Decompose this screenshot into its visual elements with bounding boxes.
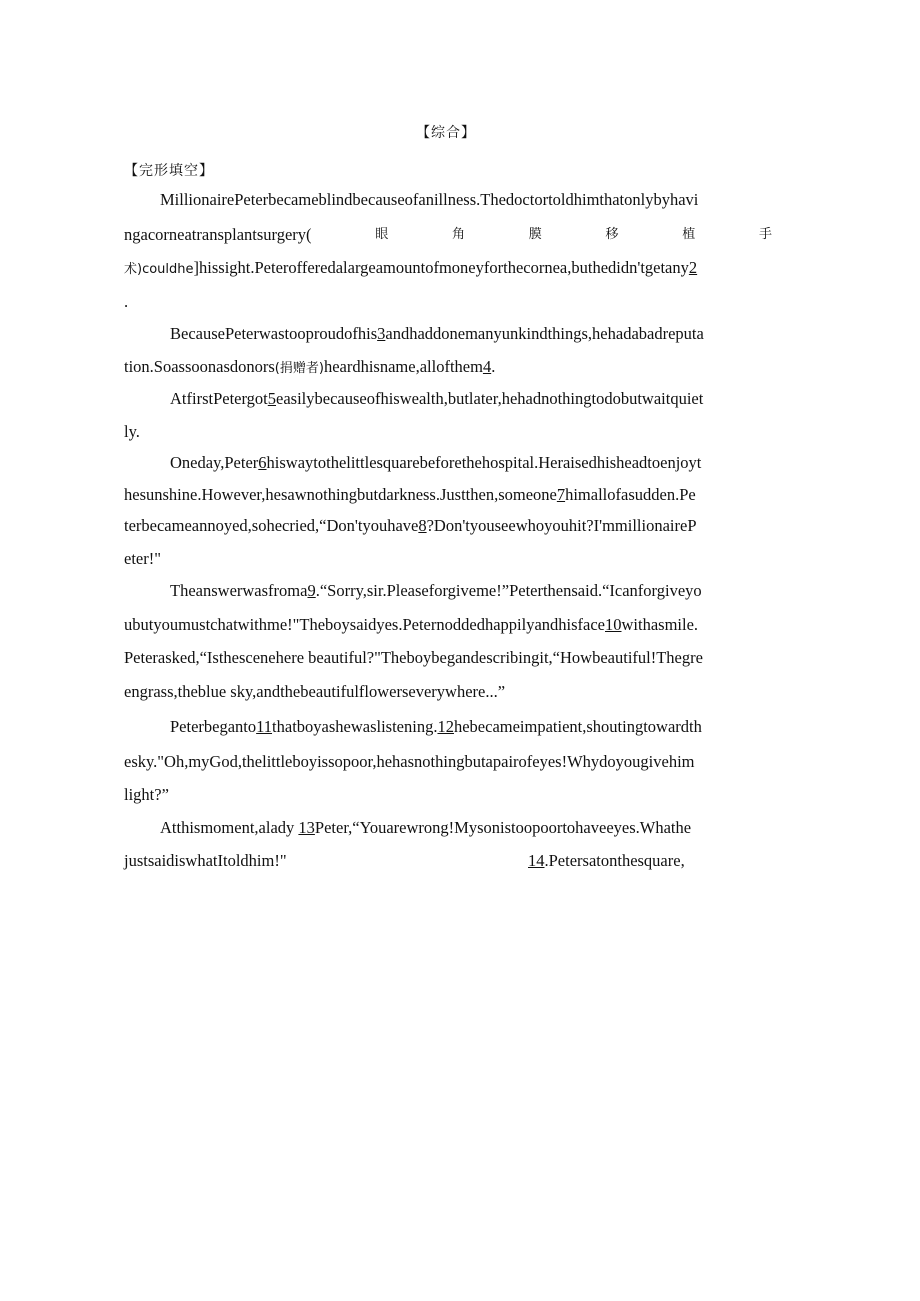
passage-text: Peterasked,“Isthescenehere beautiful?"Theboybegandescribingit,“Howbeautiful!Thegre (124, 648, 703, 667)
blank-11: 11 (256, 717, 273, 736)
passage-text: 角 (452, 227, 466, 242)
passage-text: BecausePeterwastooproudofhis (170, 324, 378, 343)
passage-line (124, 752, 772, 772)
passage-text: heardhisname,allofthem (323, 357, 483, 376)
passage-text: tion.Soassoonasdonors (124, 357, 275, 376)
passage-line (124, 682, 772, 702)
passage-line (170, 581, 772, 601)
passage-text: hebecameimpatient,shoutingtowardth (453, 717, 702, 736)
passage-text: .Petersatonthesquare, (544, 851, 685, 870)
passage-line (170, 324, 772, 344)
blank-8: 8 (418, 516, 427, 535)
passage-text: justsaidiswhatItoldhim!" (124, 851, 287, 870)
passage-text: Peter,“Youarewrong!Mysonistoopoortohaveeyes.Whathe (314, 818, 692, 837)
passage-text: engrass,theblue sky,andthebeautifulflowerseverywhere...” (124, 682, 506, 701)
passage-line (170, 717, 772, 737)
blank-4: 4 (482, 357, 492, 376)
passage-text: himallofasudden.Pe (565, 485, 696, 504)
passage-line (124, 422, 772, 442)
blank-14: 14 (528, 851, 545, 870)
blank-13: 13 (298, 818, 315, 837)
passage-text: eter!" (124, 549, 161, 568)
blank-5: 5 (267, 389, 277, 408)
passage-text: esky."Oh,myGod,thelittleboyissopoor,hehasnothingbutapairofeyes!Whydoyougivehim (124, 752, 695, 771)
passage-text: AtfirstPetergot (170, 389, 268, 408)
passage-segment (528, 851, 685, 871)
passage-line (170, 453, 772, 473)
passage-text: MillionairePeterbecameblindbecauseofanillness.Thedoctortoldhimthatonlybyhavi (160, 190, 699, 209)
passage-text: 膜 (528, 227, 542, 242)
passage-line (124, 785, 772, 805)
passage-text: withasmile. (621, 615, 699, 634)
passage-line (124, 357, 772, 379)
passage-text: ?Don'tyouseewhoyouhit?I'mmillionaireP (426, 516, 697, 535)
passage-line (160, 818, 772, 838)
passage-line (124, 292, 772, 312)
blank-3: 3 (377, 324, 386, 343)
passage-line (124, 851, 772, 871)
passage-text: (捐赠者) (274, 361, 324, 376)
section-title: 【综合】 (416, 125, 476, 141)
passage-line (124, 516, 772, 536)
passage-text: ly. (124, 422, 140, 441)
passage-text: . (491, 357, 496, 376)
passage-text: .“Sorry,sir.Pleaseforgiveme!”Peterthensaid.“Icanforgiveyo (315, 581, 702, 600)
passage-text: Theanswerwasfroma (170, 581, 308, 600)
passage-text: thatboyashewaslistening. (272, 717, 438, 736)
passage-text: ubutyoumustchatwithme!"Theboysaidyes.Peternoddedhappilyandhisface (124, 615, 605, 634)
passage-text: hiswaytothelittlesquarebeforethehospital.Heraisedhisheadtoenjoyt (266, 453, 702, 472)
passage-text: ngacorneatransplantsurgery( (124, 225, 312, 244)
passage-text: 眼 (375, 227, 389, 242)
passage-text: Atthismoment,alady (160, 818, 295, 837)
passage-text: . (124, 292, 129, 311)
passage-text: 术)couldhe (124, 262, 194, 277)
passage-line (124, 549, 772, 569)
subsection-title: 【完形填空】 (124, 163, 214, 179)
passage-text: 植 (682, 227, 696, 242)
blank-6: 6 (258, 453, 267, 472)
passage-text: hissight.Peterofferedalargeamountofmoneyforthecornea,buthedidn'tgetany (199, 258, 689, 277)
passage-line (124, 648, 772, 668)
passage-line (160, 190, 772, 210)
passage-text: easilybecauseofhiswealth,butlater,hehadnothingtodobutwaitquiet (276, 389, 704, 408)
passage-text: andhaddonemanyunkindthings,hehadabadreputa (385, 324, 704, 343)
passage-text: light?” (124, 785, 169, 804)
blank-12: 12 (437, 717, 454, 736)
passage-line (124, 258, 772, 280)
blank-10: 10 (605, 615, 622, 634)
blank-2: 2 (688, 258, 698, 277)
passage-text: hesunshine.However,hesawnothingbutdarkness.Justthen,someone (124, 485, 557, 504)
passage-line (124, 485, 772, 505)
blank-1: ] (193, 258, 200, 277)
passage-text: 手 (758, 227, 772, 242)
passage-text: Peterbeganto (170, 717, 257, 736)
passage-text: terbecameannoyed,sohecried,“Don'tyouhave (124, 516, 419, 535)
passage-text: 移 (605, 227, 619, 242)
passage-text: Oneday,Peter (170, 453, 259, 472)
blank-7: 7 (556, 485, 566, 504)
passage-line (124, 225, 772, 245)
blank-9: 9 (307, 581, 316, 600)
passage-line (170, 389, 772, 409)
passage-line (124, 615, 772, 635)
